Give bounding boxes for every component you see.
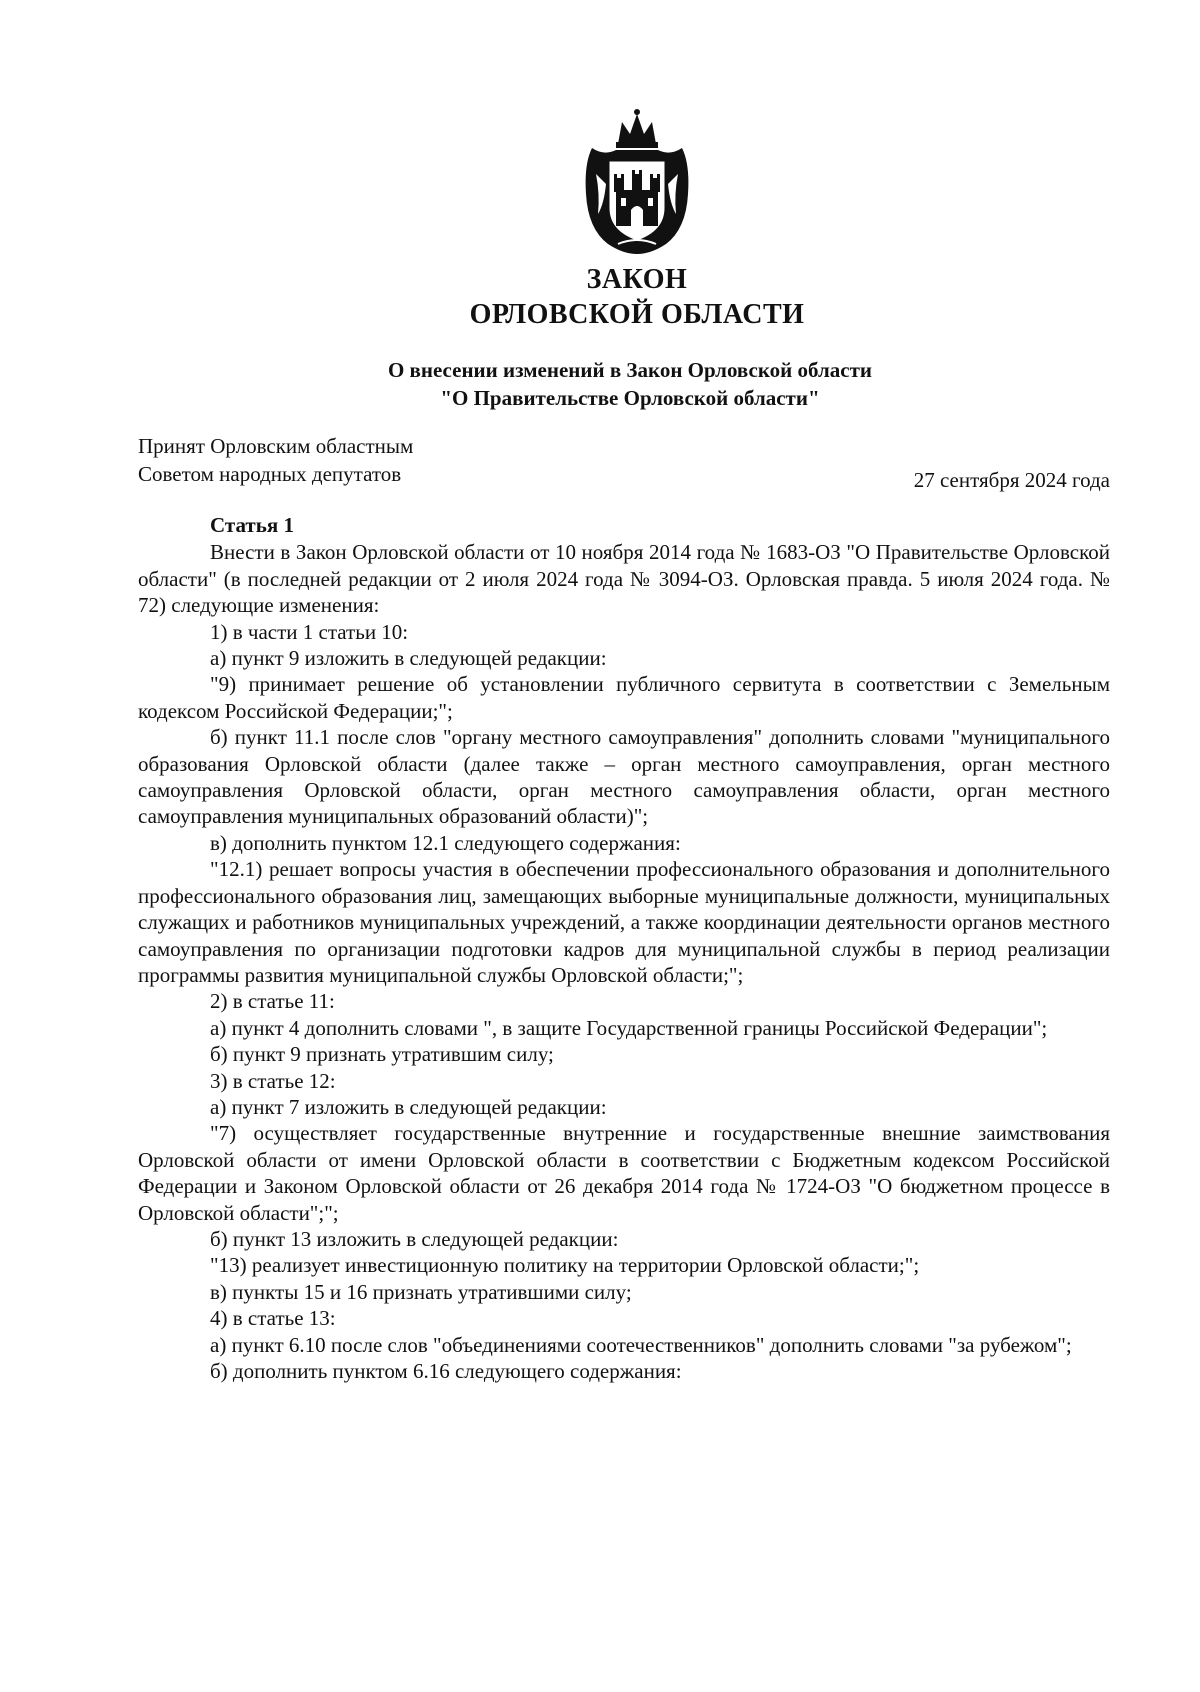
- adoption-line-2: Советом народных депутатов: [138, 462, 402, 486]
- title-line-2: ОРЛОВСКОЙ ОБЛАСТИ: [469, 299, 805, 330]
- paragraph: б) пункт 9 признать утратившим силу;: [210, 1042, 554, 1067]
- paragraph: Внести в Закон Орловской области от 10 ноября 2014 года № 1683-ОЗ "О Правительстве Орловской области" (в последней редакции от 2 июля 2024 года № 3094-ОЗ. Орловская правда. 5 июля 2024 года. № 72) следующие изменения:: [138, 540, 1110, 618]
- paragraph: в) дополнить пунктом 12.1 следующего содержания:: [210, 830, 681, 855]
- coat-of-arms-icon: [578, 104, 696, 256]
- paragraph: "9) принимает решение об установлении публичного сервитута в соответствии с Земельным кодексом Российской Федерации;";: [138, 672, 1110, 723]
- paragraph: "12.1) решает вопросы участия в обеспечении профессионального образования и дополнительного профессионального образования лиц, замещающих выборные муниципальные должности, муниципальных служащих и работников муниципальных учреждений, а также координации деятельности органов местного самоуправления по организации подготовки кадров для муниципальной службы в период реализации программы развития муниципальной службы Орловской области;";: [138, 857, 1110, 987]
- adoption-statement: [138, 432, 413, 488]
- document-title: [0, 262, 1200, 332]
- paragraph: "7) осуществляет государственные внутренние и государственные внешние заимствования Орловской области от имени Орловской области в соответствии с Бюджетным кодексом Российской Федерации и Законом Орловской области от 26 декабря 2014 года № 1724-ОЗ "О бюджетном процессе в Орловской области";";: [138, 1121, 1110, 1225]
- paragraph: а) пункт 6.10 после слов "объединениями соотечественников" дополнить словами "за рубежом";: [210, 1332, 1072, 1357]
- paragraph: 3) в статье 12:: [210, 1068, 336, 1093]
- title-line-1: ЗАКОН: [586, 264, 688, 295]
- paragraph: "13) реализует инвестиционную политику на территории Орловской области;";: [210, 1253, 920, 1278]
- article-heading: Статья 1: [210, 513, 294, 537]
- paragraph: б) пункт 13 изложить в следующей редакции:: [210, 1226, 619, 1251]
- paragraph: 1) в части 1 статьи 10:: [210, 619, 409, 644]
- adoption-line-1: Принят Орловским областным: [138, 434, 414, 458]
- paragraph: б) дополнить пунктом 6.16 следующего содержания:: [210, 1359, 682, 1383]
- paragraph: а) пункт 7 изложить в следующей редакции:: [210, 1094, 607, 1119]
- paragraph: 4) в статье 13:: [210, 1306, 336, 1331]
- subtitle-line-2: "О Правительстве Орловской области": [440, 386, 820, 410]
- paragraph: а) пункт 4 дополнить словами ", в защите Государственной границы Российской Федерации";: [210, 1015, 1048, 1040]
- document-subtitle: [0, 356, 1200, 412]
- paragraph: в) пункты 15 и 16 признать утратившими силу;: [210, 1279, 632, 1304]
- paragraph: б) пункт 11.1 после слов "органу местного самоуправления" дополнить словами "муниципального образования Орловской области (далее также – орган местного самоуправления, орган местного самоуправления Орловской области, орган местного самоуправления области, орган местного самоуправления муниципальных образований области)";: [138, 725, 1110, 829]
- subtitle-line-1: О внесении изменений в Закон Орловской области: [387, 358, 873, 382]
- adoption-date: 27 сентября 2024 года: [913, 468, 1110, 492]
- document-body: [138, 512, 1110, 1384]
- paragraph: а) пункт 9 изложить в следующей редакции:: [210, 646, 607, 671]
- paragraph: 2) в статье 11:: [210, 989, 335, 1014]
